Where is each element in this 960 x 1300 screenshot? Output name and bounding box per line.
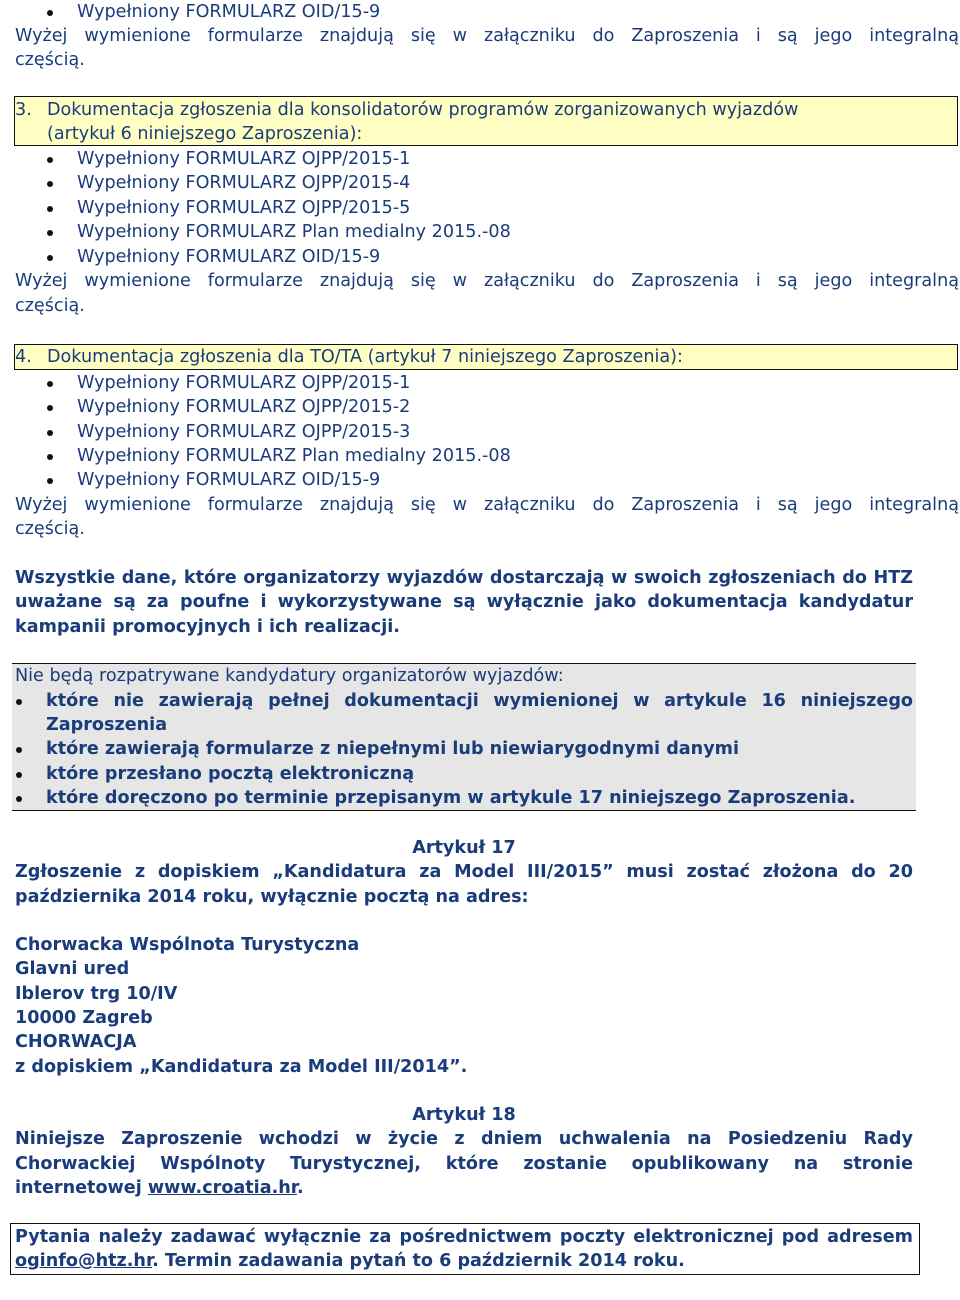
questions-text: Pytania należy zadawać wyłącznie za pośrednictwem poczty elektronicznej pod adresem — [15, 1227, 913, 1247]
article18-text: Niniejsze Zaproszenie wchodzi w życie z dniem uchwalenia na Posiedzeniu Rady — [15, 1129, 913, 1149]
address-line: CHORWACJA — [15, 1032, 137, 1052]
note-text: częścią. — [15, 296, 85, 316]
address-line: Iblerov trg 10/IV — [15, 984, 178, 1004]
address-line: 10000 Zagreb — [15, 1008, 153, 1028]
section3-number: 3. — [15, 100, 32, 120]
email-link[interactable]: oginfo@htz.hr — [15, 1251, 153, 1271]
section4-heading: Dokumentacja zgłoszenia dla TO/TA (artykuł 7 niniejszego Zaproszenia): — [47, 347, 683, 367]
list-item: które przesłano pocztą elektroniczną — [46, 762, 414, 786]
list-item: Wypełniony FORMULARZ OJPP/2015-5 — [77, 196, 410, 220]
article18-text-prefix: internetowej — [15, 1178, 142, 1198]
address-line: Glavni ured — [15, 959, 130, 979]
note-text: Wyżej wymienione formularze znajdują się w załączniku do Zaproszenia i są jego integralną — [15, 271, 959, 291]
rejected-heading: Nie będą rozpatrywane kandydatury organizatorów wyjazdów: — [15, 666, 564, 686]
article17-text: Zgłoszenie z dopiskiem „Kandidatura za Model III/2015” musi zostać złożona do 20 — [15, 862, 913, 882]
article18-text — [15, 1176, 304, 1200]
list-item: które zawierają formularze z niepełnymi lub niewiarygodnymi danymi — [46, 737, 739, 761]
section3-heading: (artykuł 6 niniejszego Zaproszenia): — [47, 124, 363, 144]
list-item: Wypełniony FORMULARZ OJPP/2015-1 — [77, 371, 410, 395]
section4-number: 4. — [15, 347, 32, 367]
list-item: Wypełniony FORMULARZ OJPP/2015-1 — [77, 147, 410, 171]
note-text: częścią. — [15, 519, 85, 539]
confidential-text: kampanii promocyjnych i ich realizacji. — [15, 617, 400, 637]
article17-text: października 2014 roku, wyłącznie pocztą na adres: — [15, 887, 529, 907]
list-item: Wypełniony FORMULARZ OID/15-9 — [77, 245, 380, 269]
section3-heading: Dokumentacja zgłoszenia dla konsolidatorów programów zorganizowanych wyjazdów — [47, 100, 799, 120]
list-item: Wypełniony FORMULARZ OJPP/2015-4 — [77, 171, 410, 195]
list-item: Wypełniony FORMULARZ OID/15-9 — [77, 0, 380, 24]
list-item: Wypełniony FORMULARZ OID/15-9 — [77, 468, 380, 492]
note-text: częścią. — [15, 50, 85, 70]
address-line: z dopiskiem „Kandidatura za Model III/2014”. — [15, 1057, 468, 1077]
article18-text: Chorwackiej Wspólnoty Turystycznej, które zostanie opublikowany na stronie — [15, 1154, 913, 1174]
address-line: Chorwacka Wspólnota Turystyczna — [15, 935, 360, 955]
note-text: Wyżej wymienione formularze znajdują się w załączniku do Zaproszenia i są jego integralną — [15, 26, 959, 46]
note-text: Wyżej wymienione formularze znajdują się w załączniku do Zaproszenia i są jego integralną — [15, 495, 959, 515]
questions-text — [15, 1249, 685, 1273]
list-item-continuation: Zaproszenia — [46, 715, 168, 735]
list-item: Wypełniony FORMULARZ OJPP/2015-3 — [77, 420, 410, 444]
list-item: Wypełniony FORMULARZ OJPP/2015-2 — [77, 395, 410, 419]
confidential-text: uważane są za poufne i wykorzystywane są wyłącznie jako dokumentacja kandydatur — [15, 592, 913, 612]
confidential-text: Wszystkie dane, które organizatorzy wyjazdów dostarczają w swoich zgłoszeniach do HTZ — [15, 568, 913, 588]
list-item: które doręczono po terminie przepisanym w artykule 17 niniejszego Zaproszenia. — [46, 786, 855, 810]
list-item: Wypełniony FORMULARZ Plan medialny 2015.-08 — [77, 444, 511, 468]
list-item: które nie zawierają pełnej dokumentacji wymienionej w artykule 16 niniejszego — [46, 689, 913, 713]
article18-text-suffix: . — [296, 1178, 304, 1198]
questions-text-suffix: . Termin zadawania pytań to 6 październik 2014 roku. — [152, 1251, 685, 1271]
website-link[interactable]: www.croatia.hr — [147, 1178, 297, 1198]
list-item: Wypełniony FORMULARZ Plan medialny 2015.-08 — [77, 220, 511, 244]
article17-title: Artykuł 17 — [412, 838, 516, 858]
article18-title: Artykuł 18 — [412, 1105, 516, 1125]
